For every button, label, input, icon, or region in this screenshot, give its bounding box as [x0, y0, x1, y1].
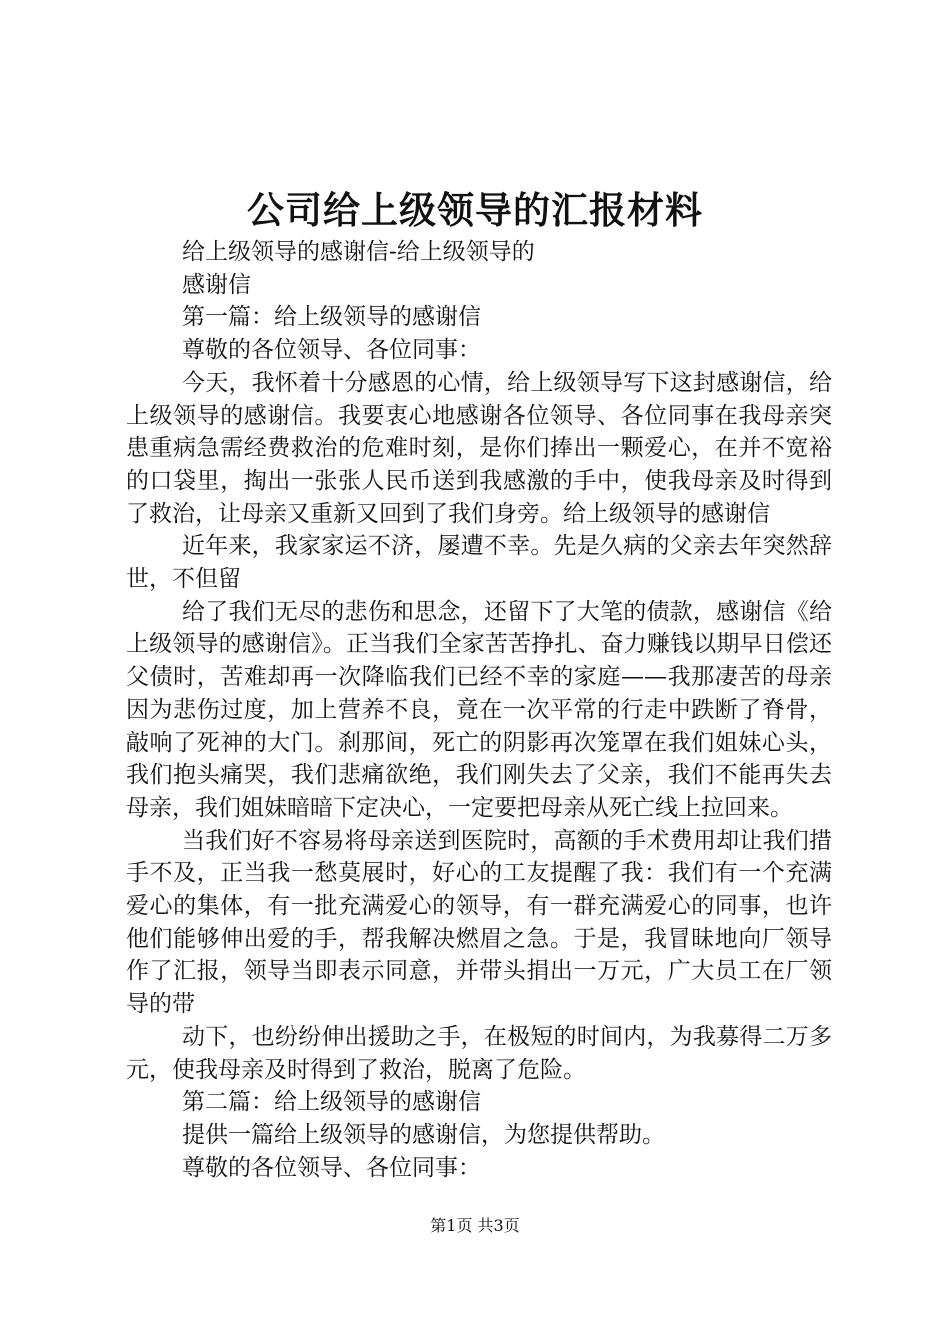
- document-body: [126, 236, 832, 1184]
- paragraph: 提供一篇给上级领导的感谢信，为您提供帮助。: [182, 1121, 665, 1148]
- paragraph: 给了我们无尽的悲伤和思念，还留下了大笔的债款，感谢信《给上级领导的感谢信》。正当我们全家苦苦挣扎、奋力赚钱以期早日偿还父债时，苦难却再一次降临我们已经不幸的家庭——我那凄苦的母亲因为悲伤过度，加上营养不良，竟在一次平常的行走中跌断了脊骨，敲响了死神的大门。刹那间，死亡的阴影再次笼罩在我们姐妹心头，我们抱头痛哭，我们悲痛欲绝，我们刚失去了父亲，我们不能再失去母亲，我们姐妹暗暗下定决心，一定要把母亲从死亡线上拉回来。: [126, 598, 832, 821]
- section-heading: 第一篇：给上级领导的感谢信: [182, 304, 481, 331]
- document-title: 公司给上级领导的汇报材料: [247, 188, 703, 232]
- salutation: 尊敬的各位领导、各位同事：: [182, 337, 481, 364]
- paragraph: 给上级领导的感谢信-给上级领导的: [182, 239, 535, 265]
- page-number-footer: 第1页 共3页: [430, 1216, 520, 1235]
- section-heading: 第二篇：给上级领导的感谢信: [182, 1089, 481, 1116]
- paragraph: 近年来，我家家运不济，屡遭不幸。先是久病的父亲去年突然辞世，不但留: [126, 533, 832, 593]
- paragraph: 今天，我怀着十分感恩的心情，给上级领导写下这封感谢信，给上级领导的感谢信。我要衷心地感谢各位领导、各位同事在我母亲突患重病急需经费救治的危难时刻，是你们捧出一颗爱心，在并不宽裕的口袋里，掏出一张张人民币送到我感激的手中，使我母亲及时得到了救治，让母亲又重新又回到了我们身旁。给上级领导的感谢信: [126, 369, 832, 527]
- salutation: 尊敬的各位领导、各位同事：: [182, 1154, 481, 1181]
- paragraph: 感谢信: [182, 271, 251, 298]
- paragraph: 当我们好不容易将母亲送到医院时，高额的手术费用却让我们措手不及，正当我一愁莫展时，好心的工友提醒了我：我们有一个充满爱心的集体，有一批充满爱心的领导，有一群充满爱心的同事，也许他们能够伸出爱的手，帮我解决燃眉之急。于是，我冒昧地向厂领导作了汇报，领导当即表示同意，并带头捐出一万元，广大员工在厂领导的带: [126, 827, 832, 1018]
- paragraph: 动下，也纷纷伸出援助之手，在极短的时间内，为我募得二万多元，使我母亲及时得到了救治，脱离了危险。: [126, 1023, 832, 1083]
